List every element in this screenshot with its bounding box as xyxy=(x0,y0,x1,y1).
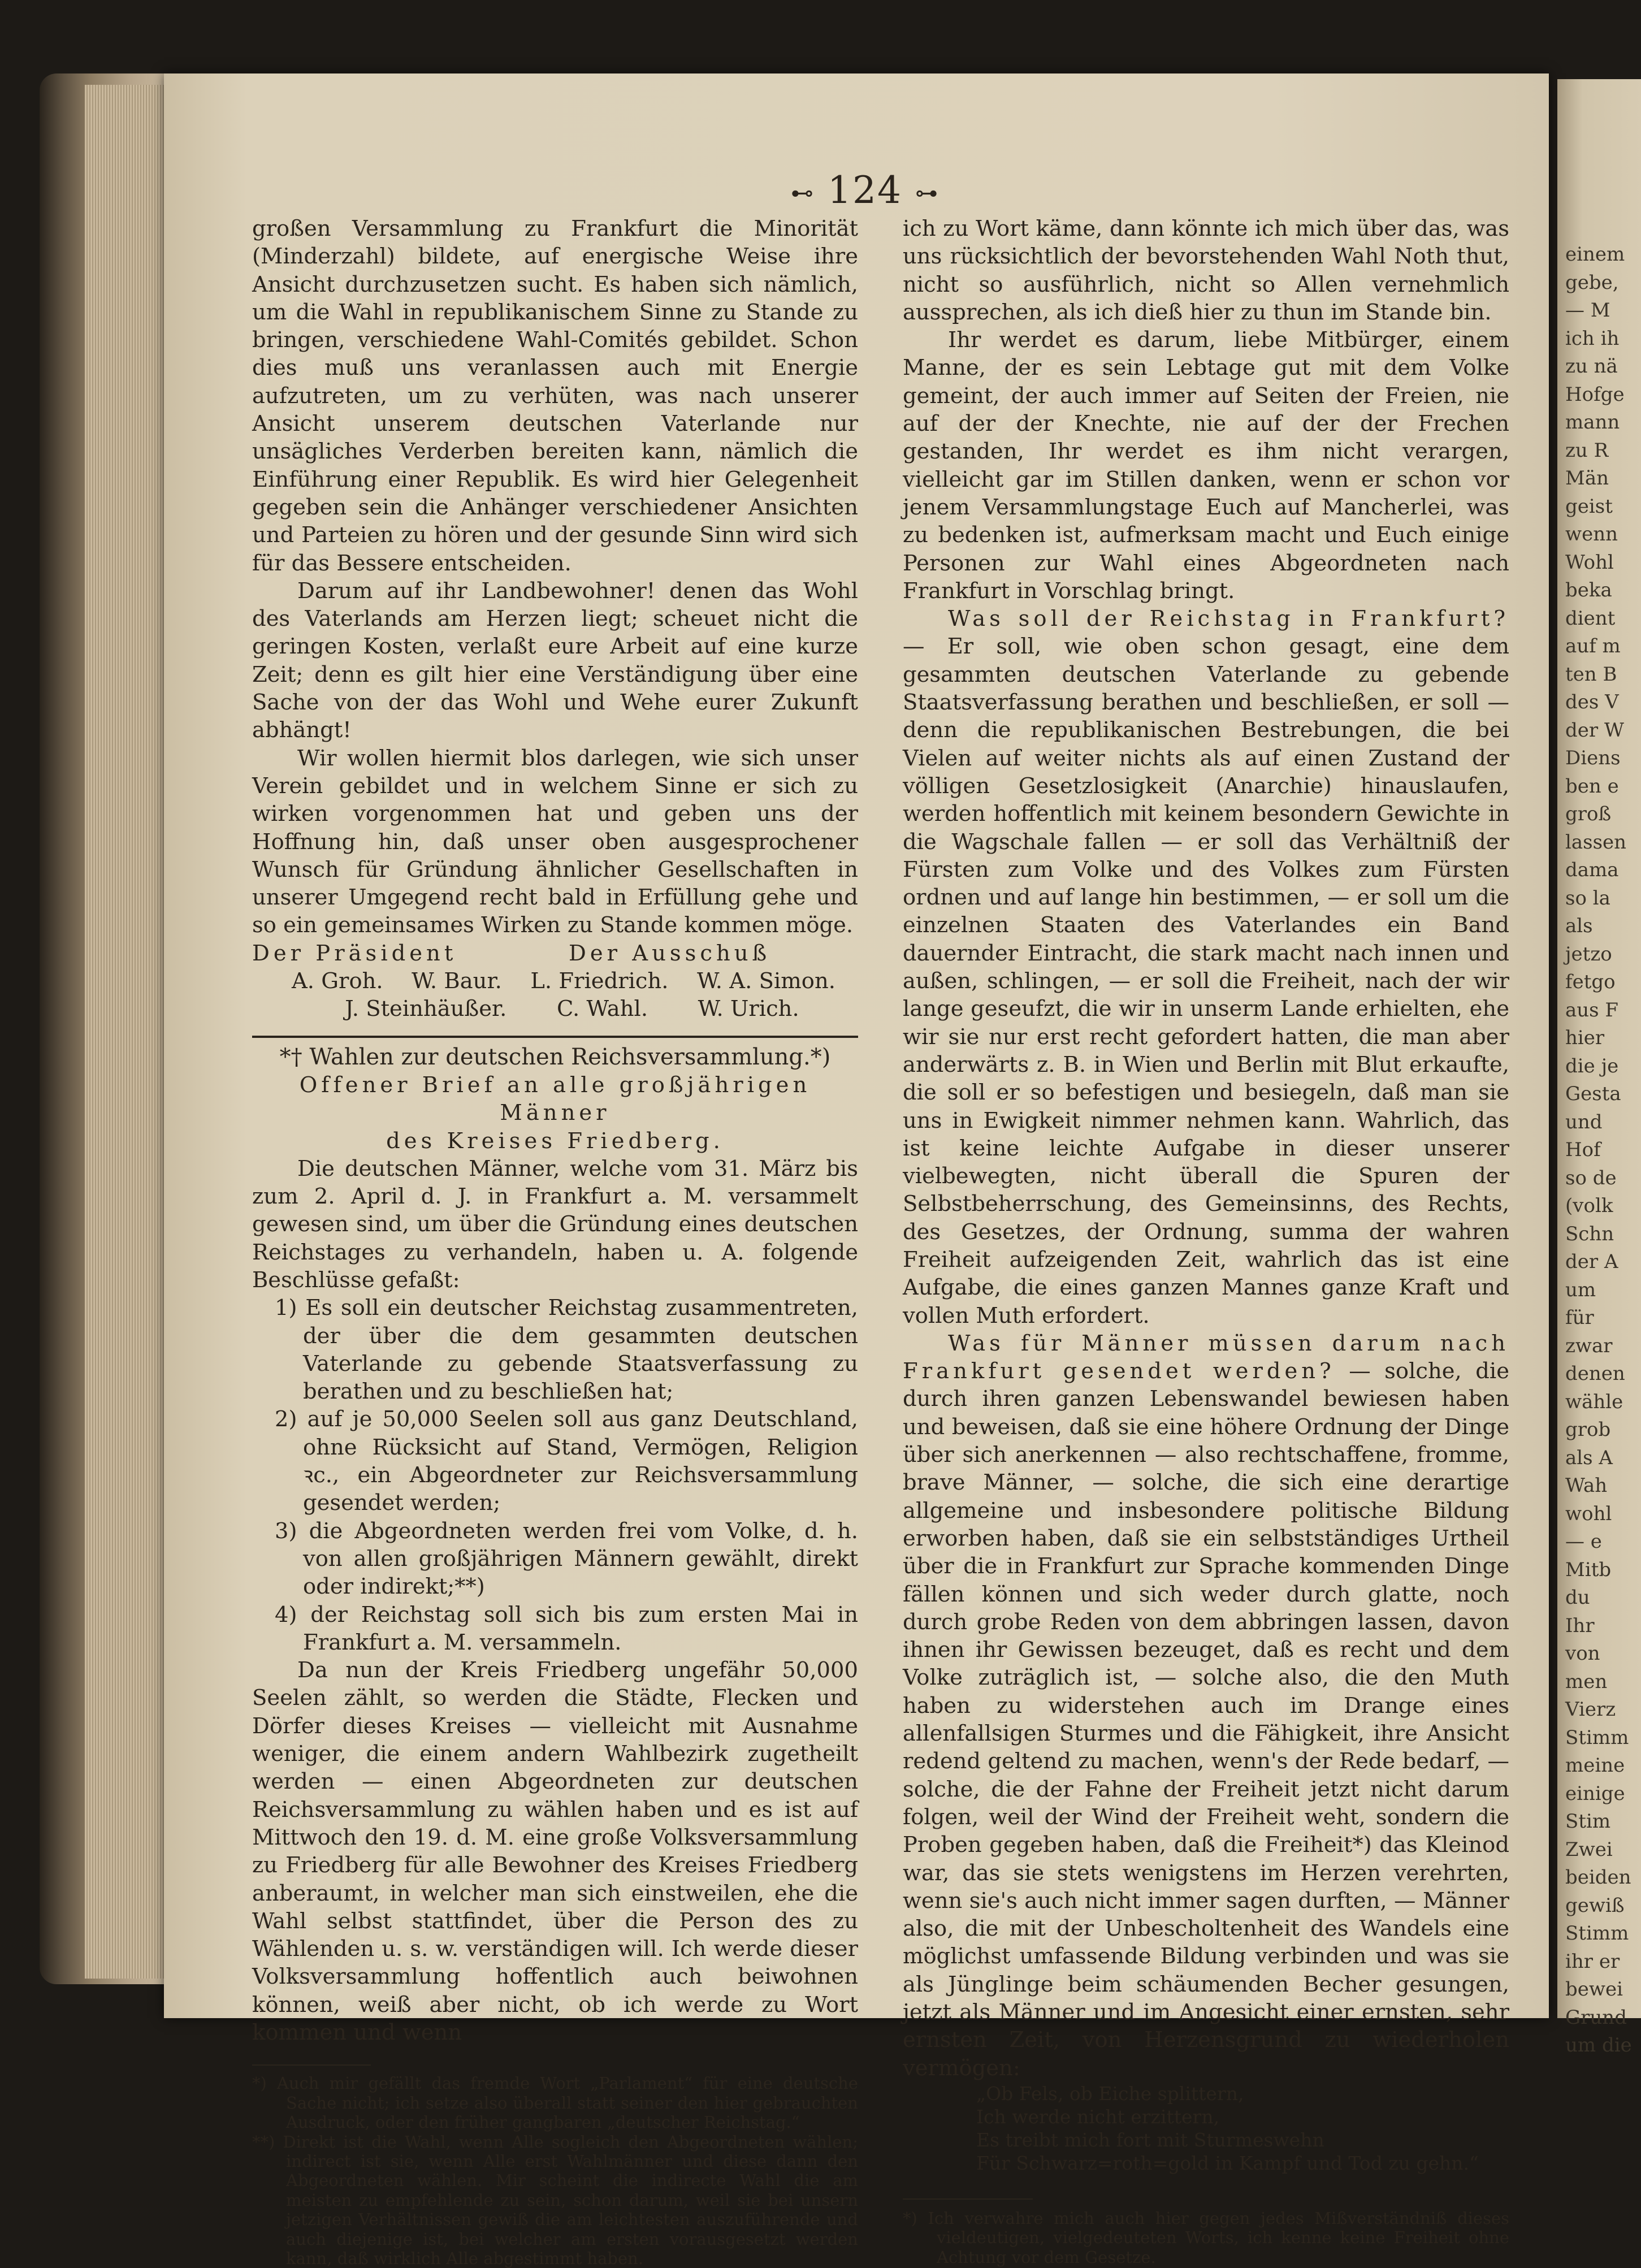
next-page-fragment: groß xyxy=(1565,803,1612,825)
list-item: 1) Es soll ein deutscher Reichstag zusammentreten, der über die dem gesammten deutschen Vaterlande zu gebende Staatsverfassung zu berathen und zu beschließen hat; xyxy=(275,1295,858,1405)
left-column xyxy=(252,215,858,2268)
next-page-fragment: Stimm xyxy=(1565,1922,1629,1945)
poem-line: Es treibt mich fort mit Sturmeswehn xyxy=(976,2128,1324,2151)
right-paragraph-2: Ihr werdet es darum, liebe Mitbürger, einem Manne, der es sein Lebtage gut mit dem Volke gemeint, der auch immer auf Seiten der Freien, nie auf der der Knechte, nie auf der der Frechen gestanden, Ihr werdet es ihm nicht verargen, vielleicht gar im Stillen danken, wenn er schon vor jenem Versammlungstage Euch auf Mancherlei, was zu bedenken ist, aufmerksam macht und Euch einige Personen zur Wahl eines Abgeordneten nach Frankfurt in Vorschlag bringt. xyxy=(903,327,1509,604)
ornament-right-icon: ⊶ xyxy=(915,180,939,206)
next-page-fragment: dama xyxy=(1565,859,1619,881)
next-page-fragment: um xyxy=(1565,1278,1596,1301)
poem-line: Für Schwarz=roth=gold in Kampf und Tod zu gehn.“ xyxy=(976,2152,1479,2174)
next-page-fragment: der A xyxy=(1565,1250,1618,1273)
signature-heading xyxy=(252,940,858,967)
next-page-fragment: wähle xyxy=(1565,1390,1623,1413)
next-page-fragment: Hof xyxy=(1565,1139,1601,1161)
signature: W. Urich. xyxy=(698,996,799,1022)
signature: W. Baur. xyxy=(412,968,502,994)
poem-quote xyxy=(903,2082,1509,2175)
next-page-fragment: (volk xyxy=(1565,1194,1613,1217)
next-page-fragment: zu R xyxy=(1565,439,1609,462)
left-paragraph-3: Wir wollen hiermit blos darlegen, wie sich unser Verein gebildet und in welchem Sinne er sich zu wirken vorgenommen hat und geben uns der Hoffnung hin, daß unser oben ausgesprochener Wunsch für Gründung ähnlicher Gesellschaften in unserer Umgegend recht bald in Erfüllung gehe und so ein gemeinsames Wirken zu Stande kommen möge. xyxy=(252,745,858,938)
next-page-fragment: jetzo xyxy=(1565,942,1612,966)
next-page-fragment: einem xyxy=(1565,243,1625,266)
next-page-fragment: einige xyxy=(1565,1782,1625,1805)
footnote-2: **) Direkt ist die Wahl, wenn Alle sogleich den Abgeordneten wählen; indirect ist sie, wenn Alle erst Wahlmänner und diese dann den Abgeordneten wählen. Mir scheint die indirecte Wahl die am meisten zu empfehlende zu sein, schon darum, weil sie bei unsern jetzigen Verhältnissen gewiß die am leichtesten auszuführende und auch diejenige ist, bei welcher am ersten vorausgesetzt werden kann, daß wirklich Alle abgestimmt haben. xyxy=(252,2132,858,2268)
next-page-fragment: Hofge xyxy=(1565,383,1625,406)
next-page-fragment: Wohl xyxy=(1565,551,1614,574)
next-page-fragment: Wah xyxy=(1565,1474,1608,1497)
next-page-fragment: beiden xyxy=(1565,1866,1631,1889)
footnote-right: *) Ich verwahre mich auch hier gegen jedes Mißverständniß dieses vieldeutigen, vielgedeuteten Worts, ich kenne keine Freiheit ohne Achtung vor dem Gesetze. xyxy=(903,2208,1509,2267)
next-page-fragment: gewiß xyxy=(1565,1894,1625,1917)
signature: J. Steinhäußer. xyxy=(345,996,507,1022)
next-page-fragment: Stimm xyxy=(1565,1726,1629,1749)
next-page-fragment: so de xyxy=(1565,1166,1617,1189)
next-page-strip xyxy=(1557,79,1641,2057)
footnote-rule xyxy=(252,2064,371,2066)
footnote-1: *) Auch mir gefällt das fremde Wort „Parlament“ für eine deutsche Sache nicht; ich setze also überall statt seiner den hier gebrauchten Ausdruck, oder den früher gangbaren „deutscher Reichstag.“ xyxy=(252,2074,858,2132)
signature: L. Friedrich. xyxy=(530,968,669,994)
right-paragraph-1: ich zu Wort käme, dann könnte ich mich über das, was uns rücksichtlich der bevorstehenden Wahl Noth thut, nicht so ausführlich, nicht so Allen vernehmlich aussprechen, als ich dieß hier zu thun im Stande bin. xyxy=(903,216,1509,325)
next-page-fragment: ten B xyxy=(1565,663,1617,686)
committee-label: Der Ausschuß xyxy=(569,940,771,966)
ornament-left-icon: ⊷ xyxy=(791,180,815,206)
next-page-fragment: als xyxy=(1565,915,1593,937)
next-page-fragment: Ihr xyxy=(1565,1614,1595,1637)
next-page-fragment: zu nä xyxy=(1565,355,1618,378)
next-page-fragment: — M xyxy=(1565,299,1610,322)
next-page-fragment: von xyxy=(1565,1642,1600,1665)
right-paragraph-4 xyxy=(903,1330,1509,2082)
section-title: *† Wahlen zur deutschen Reichsversammlung.*) xyxy=(279,1044,831,1070)
next-page-fragment: Män xyxy=(1565,467,1609,490)
next-page-fragment: aus F xyxy=(1565,998,1619,1022)
next-page-fragment: um die xyxy=(1565,2034,1632,2057)
letter-title-line-2: des Kreises Friedberg. xyxy=(386,1128,724,1154)
right-column xyxy=(903,215,1509,2267)
signature: A. Groh. xyxy=(292,968,383,994)
left-paragraph-5: Da nun der Kreis Friedberg ungefähr 50,000 Seelen zählt, so werden die Städte, Flecken und Dörfer dieses Kreises — vielleicht mit Ausnahme weniger, die einem andern Wahlbezirk zugetheilt werden — einen Abgeordneten zur deutschen Reichsversammlung zu wählen haben und es ist auf Mittwoch den 19. d. M. eine große Volksversammlung zu Friedberg für alle Bewohner des Kreises Friedberg anberaumt, in welcher man sich einstweilen, ehe die Wahl selbst stattfindet, über die Person des zu Wählenden u. s. w. verständigen will. Ich werde dieser Volksversammlung hoffentlich auch beiwohnen können, weiß aber nicht, ob ich werde zu Wort kommen und wenn xyxy=(252,1657,858,2045)
section-divider xyxy=(252,1036,858,1038)
next-page-fragment: die je xyxy=(1565,1054,1619,1077)
president-label: Der Präsident xyxy=(252,940,457,966)
page-edges xyxy=(85,85,170,1979)
signature: W. A. Simon. xyxy=(696,968,835,994)
next-page-fragment: Diens xyxy=(1565,747,1621,769)
right-paragraph-3 xyxy=(903,605,1509,1330)
list-item: 3) die Abgeordneten werden frei vom Volke, d. h. von allen großjährigen Männern gewählt, direkt oder indirekt;**) xyxy=(275,1518,858,1600)
next-page-fragment: wenn xyxy=(1565,523,1618,546)
right-paragraph-3-text: — Er soll, wie oben schon gesagt, eine dem gesammten deutschen Vaterlande zu gebende Staatsverfassung berathen und beschließen, er soll — denn die republikanischen Bestrebungen, die bei Vielen auf weiter nichts als auf einen Zustand der völligen Gesetzlosigkeit (Anarchie) hinauslaufen, werden hoffentlich mit keinem besondern Gewichte in die Wagschale fallen — er soll das Verhältniß der Fürsten zum Volke und des Volkes zum Fürsten ordnen und auf lange hin bestimmen, — er soll um die einzelnen Staaten des Vaterlandes ein Band dauernder Eintracht, die stark macht nach innen und außen, schlingen, — er soll die Freiheit, nach der wir lange geseufzt, die wir in unserm Lande erhielten, ehe wir sie nur erst recht gefordert hatten, die man aber anderwärts z. B. in Wien und Berlin mit Blut erkaufte, die soll er so befestigen und besiegeln, daß man sie uns in Ewigkeit nimmer nehmen kann. Wahrlich, das ist keine leichte Aufgabe in dieser unserer vielbewegten, nicht überall die Spuren der Selbstbeherrschung, des Gemeinsinns, des Rechts, des Gesetzes, der Ordnung, summa der wahren Freiheit aufzeigenden Zeit, wahrlich das ist eine Aufgabe, die eines ganzen Mannes ganze Kraft und vollen Muth erfordert. xyxy=(903,634,1509,1328)
next-page-fragment: du xyxy=(1565,1586,1590,1609)
list-item: 2) auf je 50,000 Seelen soll aus ganz Deutschland, ohne Rücksicht auf Stand, Vermögen, Religion ꝛc., ein Abgeordneter zur Reichsversammlung gesendet werden; xyxy=(275,1406,858,1516)
page-number-header xyxy=(763,168,967,212)
next-page-fragment: zwar xyxy=(1565,1334,1613,1357)
next-page-fragment: meine xyxy=(1565,1754,1625,1777)
next-page-fragment: gebe, xyxy=(1565,271,1619,294)
next-page-fragment: wohl xyxy=(1565,1502,1612,1525)
next-page-fragment: so la xyxy=(1565,886,1610,910)
resolutions-list xyxy=(252,1294,858,1656)
question-heading-2: Was für Männer müssen darum nach Frankfurt gesendet werden? xyxy=(903,1330,1509,1384)
page-number: 124 xyxy=(828,168,902,212)
footnote-rule xyxy=(903,2198,1033,2200)
letter-title-line-1: Offener Brief an alle großjährigen Männer xyxy=(299,1072,811,1126)
next-page-fragment: des V xyxy=(1565,691,1619,713)
question-heading-1: Was soll der Reichstag in Frankfurt? xyxy=(948,606,1509,632)
left-paragraph-1: großen Versammlung zu Frankfurt die Minorität (Minderzahl) bildete, auf energische Weise ihre Ansicht durchzusetzen sucht. Es haben sich nämlich, um die Wahl in republikanischem Sinne zu Stande zu bringen, verschiedene Wahl-Comités gebildet. Schon dies muß uns veranlassen auch mit Energie aufzutreten, um zu verhüten, was nach unserer Ansicht unserem deutschen Vaterlande nur unsägliches Verderben bereiten kann, nämlich die Einführung einer Republik. Es wird hier Gelegenheit gegeben sein die Anhänger verschiedener Ansichten und Parteien zu hören und der gesunde Sinn wird sich für das Bessere entscheiden. xyxy=(252,216,858,576)
next-page-fragment: grob xyxy=(1565,1418,1611,1441)
next-page-fragment: für xyxy=(1565,1306,1594,1329)
next-page-fragment: dient xyxy=(1565,607,1616,630)
next-page-fragment: hier xyxy=(1565,1027,1605,1049)
next-page-fragment: Schn xyxy=(1565,1222,1614,1245)
right-paragraph-4-text: — solche, die durch ihren ganzen Lebenswandel bewiesen haben und beweisen, daß sie eine höhere Ordnung der Dinge über sich anerkennen — also rechtschaffene, fromme, brave Männer, — solche, die sich eine derartige allgemeine und insbesondere politische Bildung erworben haben, daß sie ein selbstständiges Urtheil über die in Frankfurt zur Sprache kommenden Dinge fällen können und sich weder durch glatte, noch durch grobe Reden von dem abbringen lassen, davon ihnen ihr Gewissen bezeuget, daß es recht und dem Volke zuträglich ist, — solche also, die den Muth haben zu widerstehen auch im Drange eines allenfallsigen Sturmes und die Fähigkeit, ihre Ansicht redend geltend zu machen, wenn's der Rede bedarf, — solche, die der Fahne der Freiheit jetzt nicht darum folgen, weil der Wind der Freiheit weht, sondern die Proben gegeben haben, daß die Freiheit*) das Kleinod war, das sie stets wenigstens im Herzen verehrten, wenn sie's auch nicht immer sagen durften, — Männer also, die mit der Unbescholtenheit des Wandels eine möglichst umfassende Bildung verbinden und was sie als Jünglinge beim schäumenden Becher gesungen, jetzt als Männer und im Angesicht einer ernsten, sehr ernsten Zeit, von Herzensgrund zu wiederholen vermögen: xyxy=(903,1358,1509,2081)
next-page-fragment: Mitb xyxy=(1565,1558,1612,1581)
next-page-fragment: men xyxy=(1565,1670,1608,1693)
left-paragraph-4: Die deutschen Männer, welche vom 31. März bis zum 2. April d. J. in Frankfurt a. M. versammelt gewesen sind, um über die Gründung eines deutschen Reichstages zu verhandeln, haben u. A. folgende Beschlüsse gefaßt: xyxy=(252,1155,858,1293)
next-page-fragment: bewei xyxy=(1565,1978,1623,2001)
next-page-fragment: lassen xyxy=(1565,830,1627,854)
next-page-fragment: beka xyxy=(1565,579,1612,601)
next-page-fragment: ich ih xyxy=(1565,327,1620,350)
next-page-fragment: als A xyxy=(1565,1446,1613,1469)
next-page-fragment: Grund xyxy=(1565,2006,1627,2029)
next-page-fragment: denen xyxy=(1565,1362,1625,1385)
next-page-fragment: Gesta xyxy=(1565,1083,1621,1105)
next-page-fragment: — e xyxy=(1565,1530,1602,1553)
next-page-fragment: ihr er xyxy=(1565,1950,1620,1973)
next-page-fragment: Vierz xyxy=(1565,1698,1616,1721)
next-page-fragment: der W xyxy=(1565,719,1624,742)
poem-line: „Ob Fels, ob Eiche splittern, xyxy=(976,2082,1244,2105)
next-page-fragment: auf m xyxy=(1565,635,1621,657)
next-page-fragment: Zwei xyxy=(1565,1838,1613,1861)
next-page-fragment: ben e xyxy=(1565,774,1619,798)
list-item: 4) der Reichstag soll sich bis zum ersten Mai in Frankfurt a. M. versammeln. xyxy=(275,1602,858,1655)
next-page-fragment: Stim xyxy=(1565,1810,1611,1833)
signature-row-2 xyxy=(252,995,858,1023)
poem-line: Ich werde nicht erzittern, xyxy=(976,2105,1220,2128)
next-page-fragment: mann xyxy=(1565,411,1620,434)
signature: C. Wahl. xyxy=(556,996,648,1022)
signature-row-1 xyxy=(252,967,858,995)
next-page-fragment: geist xyxy=(1565,495,1613,518)
left-paragraph-2: Darum auf ihr Landbewohner! denen das Wohl des Vaterlands am Herzen liegt; scheuet nicht die geringen Kosten, verlaßt eure Arbeit auf eine kurze Zeit; denn es gilt hier eine Verständigung über eine Sache von der das Wohl und Wehe eurer Zukunft abhängt! xyxy=(252,578,858,743)
next-page-fragment: und xyxy=(1565,1110,1603,1133)
next-page-fragment: fetgo xyxy=(1565,971,1616,993)
